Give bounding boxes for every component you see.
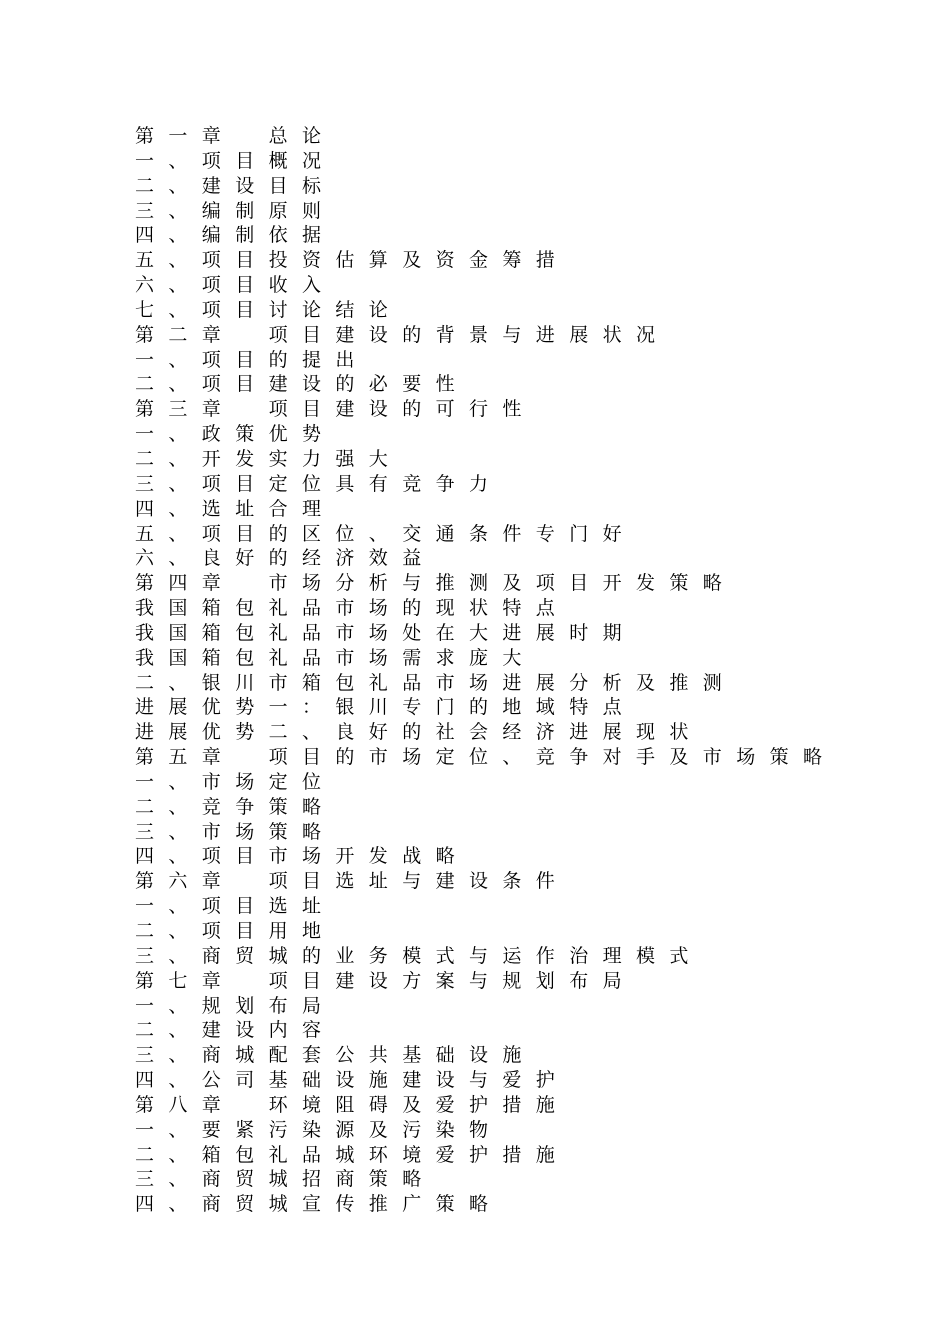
toc-line: 二、银川市箱包礼品市场进展分析及推测	[135, 671, 737, 694]
toc-line: 四、公司基础设施建设与爱护	[135, 1069, 570, 1092]
toc-line: 二、建设目标	[135, 174, 336, 197]
toc-line: 一、市场定位	[135, 770, 336, 793]
toc-line: 二、箱包礼品城环境爱护措施	[135, 1143, 570, 1166]
toc-line: 一、规划布局	[135, 994, 336, 1017]
toc-line: 一、要紧污染源及污染物	[135, 1118, 503, 1141]
toc-line: 第一章 总论	[135, 125, 336, 147]
toc-line: 六、项目收入	[135, 274, 336, 297]
toc-line: 第七章 项目建设方案与规划布局	[135, 969, 637, 992]
toc-line: 三、市场策略	[135, 820, 336, 843]
toc-line: 四、编制依据	[135, 224, 336, 247]
toc-line: 进展优势一：银川专门的地域特点	[135, 696, 637, 719]
toc-line: 第八章 环境阻碍及爱护措施	[135, 1093, 570, 1116]
toc-line: 一、项目的提出	[135, 348, 369, 371]
toc-line: 七、项目讨论结论	[135, 298, 403, 321]
toc-line: 一、项目概况	[135, 149, 336, 172]
toc-line: 二、项目用地	[135, 920, 336, 942]
toc-line: 四、选址合理	[135, 497, 336, 520]
toc-line: 三、编制原则	[135, 199, 336, 222]
toc-line: 我国箱包礼品市场的现状特点	[135, 597, 570, 620]
toc-line: 二、开发实力强大	[135, 447, 403, 470]
toc-line: 二、建设内容	[135, 1019, 336, 1042]
toc-line: 三、项目定位具有竞争力	[135, 472, 503, 495]
toc-line: 三、商贸城的业务模式与运作治理模式	[135, 944, 703, 967]
toc-line: 我国箱包礼品市场需求庞大	[135, 646, 536, 669]
toc-line: 第二章 项目建设的背景与进展状况	[135, 323, 670, 346]
toc-line: 我国箱包礼品市场处在大进展时期	[135, 621, 637, 644]
table-of-contents	[135, 124, 895, 1217]
toc-line: 一、项目选址	[135, 895, 336, 918]
toc-line: 二、项目建设的必要性	[135, 373, 470, 396]
toc-line: 一、政策优势	[135, 423, 336, 446]
toc-line: 第六章 项目选址与建设条件	[135, 870, 570, 893]
toc-line: 第五章 项目的市场定位、竞争对手及市场策略	[135, 746, 837, 769]
toc-line: 第三章 项目建设的可行性	[135, 398, 536, 421]
toc-line: 进展优势二、良好的社会经济进展现状	[135, 721, 703, 744]
toc-line: 六、良好的经济效益	[135, 547, 436, 570]
toc-line: 第四章 市场分析与推测及项目开发策略	[135, 572, 737, 595]
toc-line: 五、项目的区位、交通条件专门好	[135, 522, 637, 545]
toc-line: 四、商贸城宣传推广策略	[135, 1193, 503, 1216]
toc-line: 三、商贸城招商策略	[135, 1168, 436, 1191]
toc-line: 三、商城配套公共基础设施	[135, 1044, 536, 1067]
toc-line: 二、竞争策略	[135, 795, 336, 818]
toc-line: 四、项目市场开发战略	[135, 845, 470, 868]
toc-line: 五、项目投资估算及资金筹措	[135, 249, 570, 272]
